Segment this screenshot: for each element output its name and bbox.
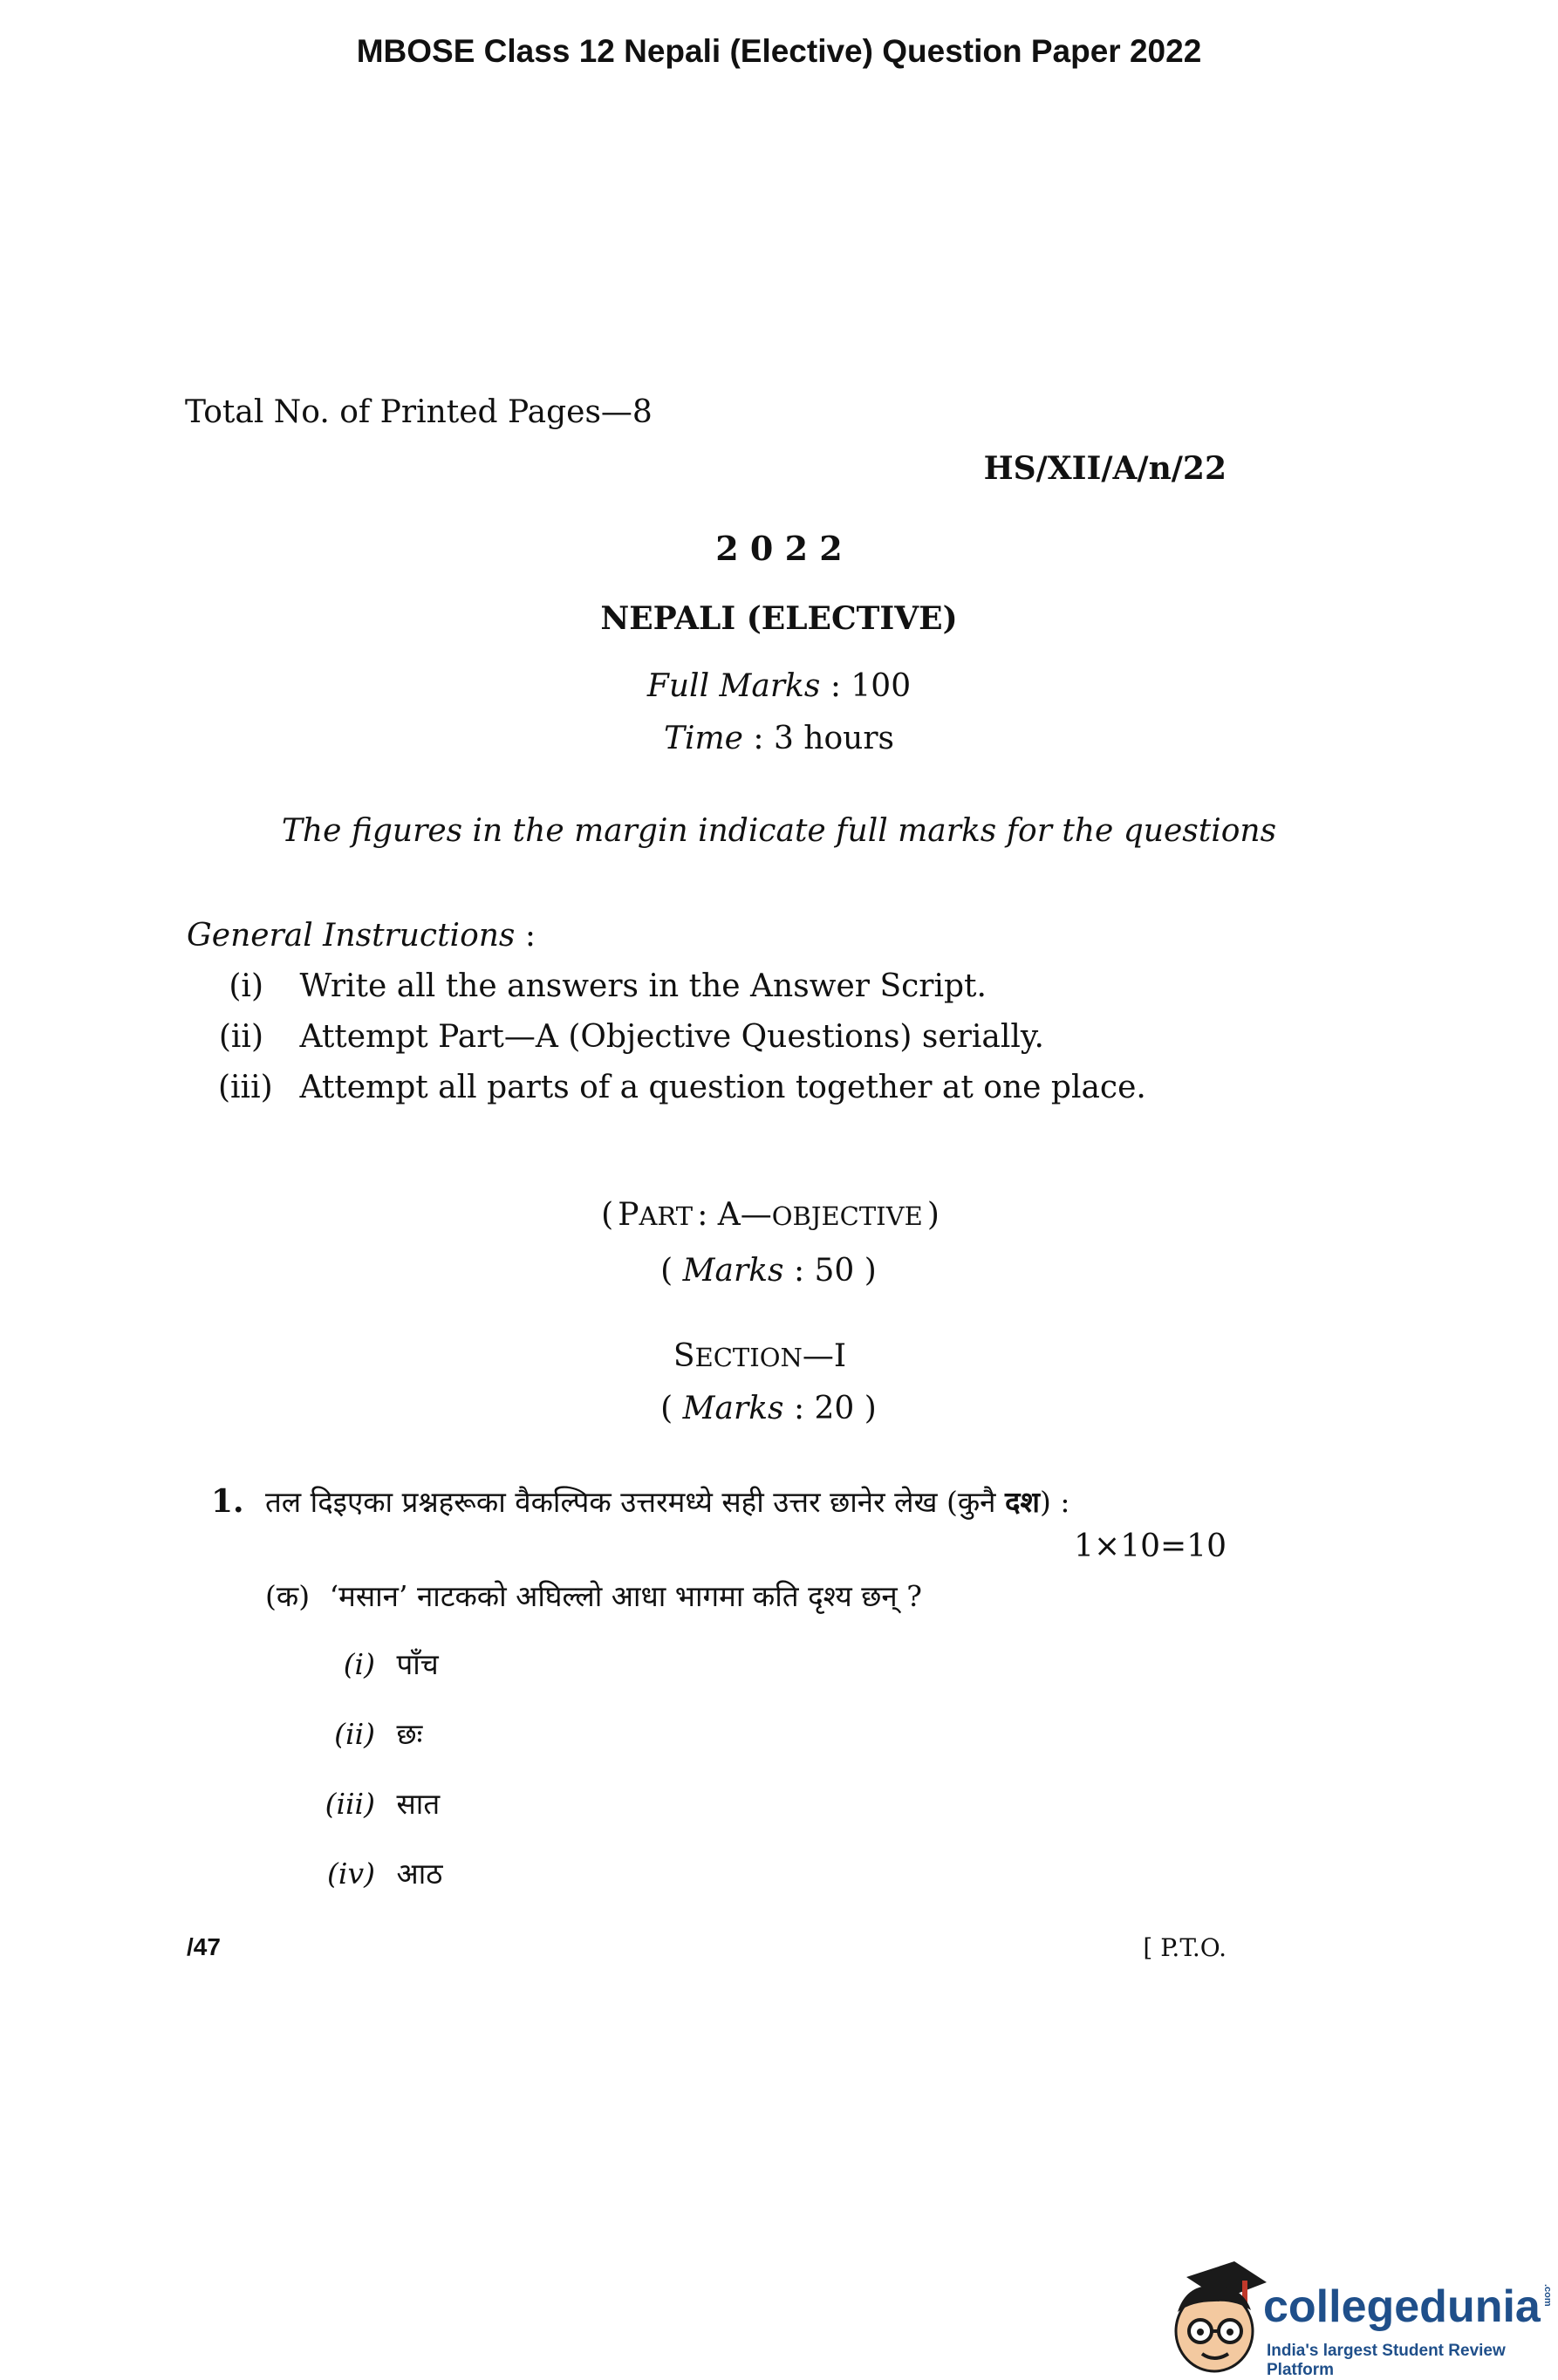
- time-label: Time: [663, 721, 743, 756]
- instructions-title: General Instructions: [187, 918, 516, 954]
- mascot-icon: [1151, 2251, 1274, 2378]
- time-line: [0, 721, 1558, 756]
- sub-question-label: (क): [265, 1579, 311, 1613]
- page-banner-title: MBOSE Class 12 Nepali (Elective) Question Paper 2022: [356, 33, 1202, 69]
- option-item: (iv) आठ: [327, 1857, 443, 1891]
- logo-tagline: India's largest Student Review Platform: [1267, 2342, 1506, 2379]
- full-marks: [0, 668, 1558, 704]
- question-text: तल दिइएका प्रश्नहरूका वैकल्पिक उत्तरमध्ये सही उत्तर छानेर लेख (कुनै दश) :: [265, 1485, 1070, 1519]
- instructions-colon: :: [524, 918, 536, 954]
- time-value: : 3 hours: [753, 721, 895, 756]
- instructions-heading: [187, 918, 536, 954]
- part-heading: ( PART : A—OBJECTIVE ): [601, 1197, 940, 1233]
- full-marks-label: Full Marks: [646, 668, 821, 704]
- sub-question-text: ‘मसान’ नाटकको अघिल्लो आधा भागमा कति दृश्य छन् ?: [329, 1579, 922, 1613]
- instruction-item: [218, 1070, 1146, 1105]
- option-item: (ii) छः: [334, 1717, 423, 1751]
- printed-pages: Total No. of Printed Pages—8: [185, 394, 653, 430]
- part-marks: ( Marks : 50 ): [660, 1253, 877, 1289]
- instruction-number: (ii): [218, 1019, 263, 1055]
- collegedunia-logo: [1151, 2251, 1558, 2378]
- section-marks: ( Marks : 20 ): [660, 1391, 877, 1426]
- footer-pto: [ P.T.O.: [1143, 1933, 1227, 1962]
- margin-note: The figures in the margin indicate full marks for the questions: [281, 813, 1277, 849]
- question-marks: 1×10=10: [1074, 1529, 1227, 1564]
- logo-suffix: .com: [1542, 2284, 1553, 2307]
- section-heading: SECTION—I: [673, 1338, 847, 1374]
- footer-page-code: /47: [187, 1933, 221, 1960]
- full-marks-value: : 100: [830, 668, 912, 704]
- instruction-item: [218, 1019, 1044, 1055]
- option-item: (i) पाँच: [343, 1647, 439, 1681]
- question-number: 1.: [211, 1483, 244, 1520]
- subject-title: NEPALI (ELECTIVE): [600, 600, 958, 637]
- instruction-text: Attempt Part—A (Objective Questions) serially.: [299, 1019, 1044, 1055]
- sub-question: [265, 1576, 922, 1615]
- paper-code: HS/XII/A/n/22: [983, 450, 1227, 487]
- logo-wordmark: collegedunia: [1263, 2281, 1541, 2332]
- instruction-number: (i): [229, 968, 263, 1004]
- option-item: (iii) सात: [325, 1787, 441, 1821]
- instruction-text: Attempt all parts of a question together at one place.: [299, 1070, 1146, 1105]
- instruction-text: Write all the answers in the Answer Script.: [299, 968, 987, 1004]
- instruction-item: [218, 968, 987, 1004]
- instruction-number: (iii): [218, 1070, 273, 1105]
- exam-year: 2 0 2 2: [715, 529, 843, 568]
